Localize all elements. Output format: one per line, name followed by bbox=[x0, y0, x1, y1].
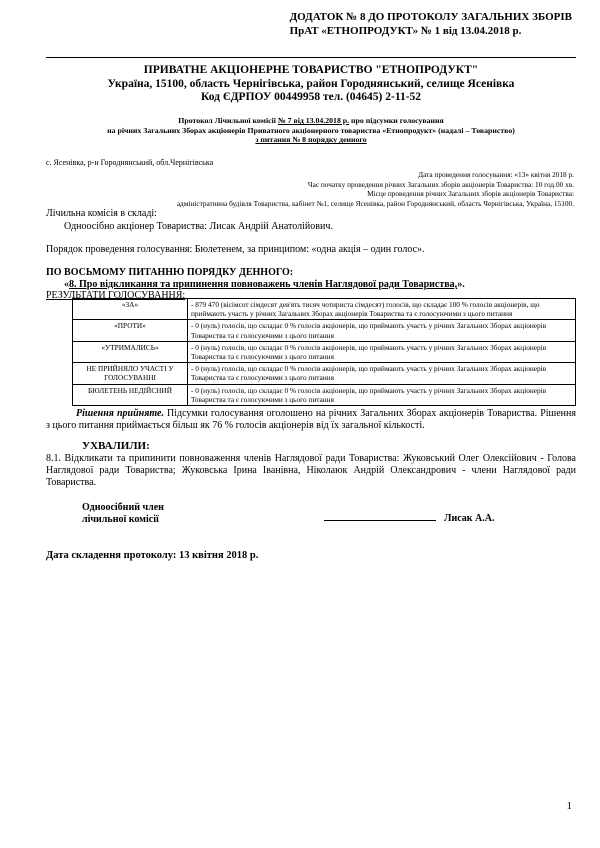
meeting-meta bbox=[177, 170, 574, 208]
signature-role-line-1: Одноосібний член bbox=[82, 502, 164, 513]
results-table bbox=[72, 298, 576, 406]
protocol-line-1 bbox=[46, 116, 576, 126]
table-row bbox=[73, 341, 576, 362]
signature-role bbox=[82, 502, 164, 526]
commission-member: Одноосібно акціонер Товариства: Лисак Андрій Анатолійович. bbox=[64, 221, 333, 232]
vote-result: - 0 (нуль) голосів, що складає 0 % голосів акціонерів, що приймають участь у річних Загальних Зборах акціонерів Товариства та є голосуючими з цього питання bbox=[188, 384, 576, 405]
vote-result: - 879 470 (вісімсот сімдесят дев'ять тисяч чотириста сімдесят) голосів, що складає 100 % голосів акціонерів, що приймають участь у річних Загальних Зборах акціонерів Товариства та є голосуючими з цього питання bbox=[188, 299, 576, 320]
protocol-suffix: про підсумки голосування bbox=[349, 116, 444, 125]
page-number: 1 bbox=[566, 800, 572, 812]
resolved-text: 8.1. Відкликати та припинити повноваження членів Наглядової ради Товариства: Жуковський Олег Олексійович - Голова Наглядової ради Товариства; Жуковська Ірина Іванівна, Ніколаюк Андрій Олександрович - члени Наглядової ради Товариства. bbox=[46, 453, 576, 488]
agenda-item-text: 8. Про відкликання та припинення повноважень членів Наглядової ради Товариства, bbox=[69, 279, 458, 290]
decision-accepted: Рішення прийняте. bbox=[76, 408, 164, 419]
protocol-title bbox=[46, 116, 576, 145]
table-row bbox=[73, 363, 576, 384]
signature-name: Лисак А.А. bbox=[444, 513, 495, 524]
vote-result: - 0 (нуль) голосів, що складає 0 % голосів акціонерів, що приймають участь у річних Загальних Зборах акціонерів Товариства та є голосуючими з цього питання bbox=[188, 320, 576, 341]
commission-label: Лічильна комісія в складі: bbox=[46, 208, 157, 219]
decision-text: Підсумки голосування оголошено на річних Загальних Зборах акціонерів Товариства. Рішення з цього питання приймається більш як 76 % голосів акціонерів від їх загальної кількості. bbox=[46, 408, 576, 431]
vote-option: БЮЛЕТЕНЬ НЕДІЙСНИЙ bbox=[73, 384, 188, 405]
protocol-date: Дата складення протоколу: 13 квітня 2018 р. bbox=[46, 550, 259, 561]
company-address: Україна, 15100, область Чернігівська, район Городнянський, селище Ясенівка bbox=[107, 77, 515, 90]
decision-paragraph bbox=[46, 408, 576, 432]
header-divider bbox=[46, 57, 576, 58]
venue-label: Місце проведення річних Загальних зборів акціонерів Товариства: bbox=[367, 189, 574, 199]
table-row bbox=[73, 384, 576, 405]
agenda-heading: ПО ВОСЬМОМУ ПИТАННЮ ПОРЯДКУ ДЕННОГО: bbox=[46, 267, 294, 278]
signature-role-line-2: лічильної комісії bbox=[82, 514, 159, 525]
vote-option: «УТРИМАЛИСЬ» bbox=[73, 341, 188, 362]
protocol-prefix: Протокол Лічильної комісії bbox=[178, 116, 278, 125]
place: с. Ясенівка, р-н Городнянський, обл.Чернігівська bbox=[46, 158, 214, 167]
vote-option: «ЗА» bbox=[73, 299, 188, 320]
company-block bbox=[46, 64, 576, 105]
results-heading: РЕЗУЛЬТАТИ ГОЛОСУВАННЯ: bbox=[46, 290, 186, 301]
table-row bbox=[73, 299, 576, 320]
vote-option: «ПРОТИ» bbox=[73, 320, 188, 341]
agenda-quote-open: « bbox=[64, 279, 69, 290]
appendix-line-1: ДОДАТОК № 8 ДО ПРОТОКОЛУ ЗАГАЛЬНИХ ЗБОРІВ bbox=[289, 11, 572, 23]
protocol-line-2: на річних Загальних Зборах акціонерів Приватного акціонерного товариства «Етнопродукт» (надалі – Товариство) bbox=[107, 125, 515, 135]
agenda-quote-close: ». bbox=[457, 279, 465, 290]
venue: адміністративна будівля Товариства, кабінет №1, селище Ясенівка, район Городнянський, область Чернігівська, Україна, 15100. bbox=[176, 198, 574, 208]
start-time: Час початку проведення річних Загальних зборів акціонерів Товариства: 10 год.00 хв. bbox=[307, 179, 574, 189]
company-name: ПРИВАТНЕ АКЦІОНЕРНЕ ТОВАРИСТВО "ЕТНОПРОДУКТ" bbox=[143, 64, 479, 76]
appendix-line-2: ПрАТ «ЕТНОПРОДУКТ» № 1 від 13.04.2018 р. bbox=[289, 25, 522, 37]
table-row bbox=[73, 320, 576, 341]
vote-option: НЕ ПРИЙНЯЛО УЧАСТІ У ГОЛОСУВАННІ bbox=[73, 363, 188, 384]
protocol-number: № 7 від 13.04.2018 р. bbox=[277, 116, 350, 125]
procedure: Порядок проведення голосування: Бюлетенем, за принципом: «одна акція – один голос». bbox=[46, 244, 425, 255]
vote-result: - 0 (нуль) голосів, що складає 0 % голосів акціонерів, що приймають участь у річних Загальних Зборах акціонерів Товариства та є голосуючими з цього питання bbox=[188, 363, 576, 384]
protocol-line-3: з питання № 8 порядку денного bbox=[255, 135, 367, 145]
vote-date: Дата проведення голосування: «13» квітня 2018 р. bbox=[418, 170, 574, 179]
vote-result: - 0 (нуль) голосів, що складає 0 % голосів акціонерів, що приймають участь у річних Загальних Зборах акціонерів Товариства та є голосуючими з цього питання bbox=[188, 341, 576, 362]
signature-line bbox=[324, 520, 436, 521]
company-code: Код ЄДРПОУ 00449958 тел. (04645) 2-11-52 bbox=[200, 91, 422, 103]
resolved-heading: УХВАЛИЛИ: bbox=[82, 440, 150, 452]
appendix-header bbox=[290, 10, 572, 38]
